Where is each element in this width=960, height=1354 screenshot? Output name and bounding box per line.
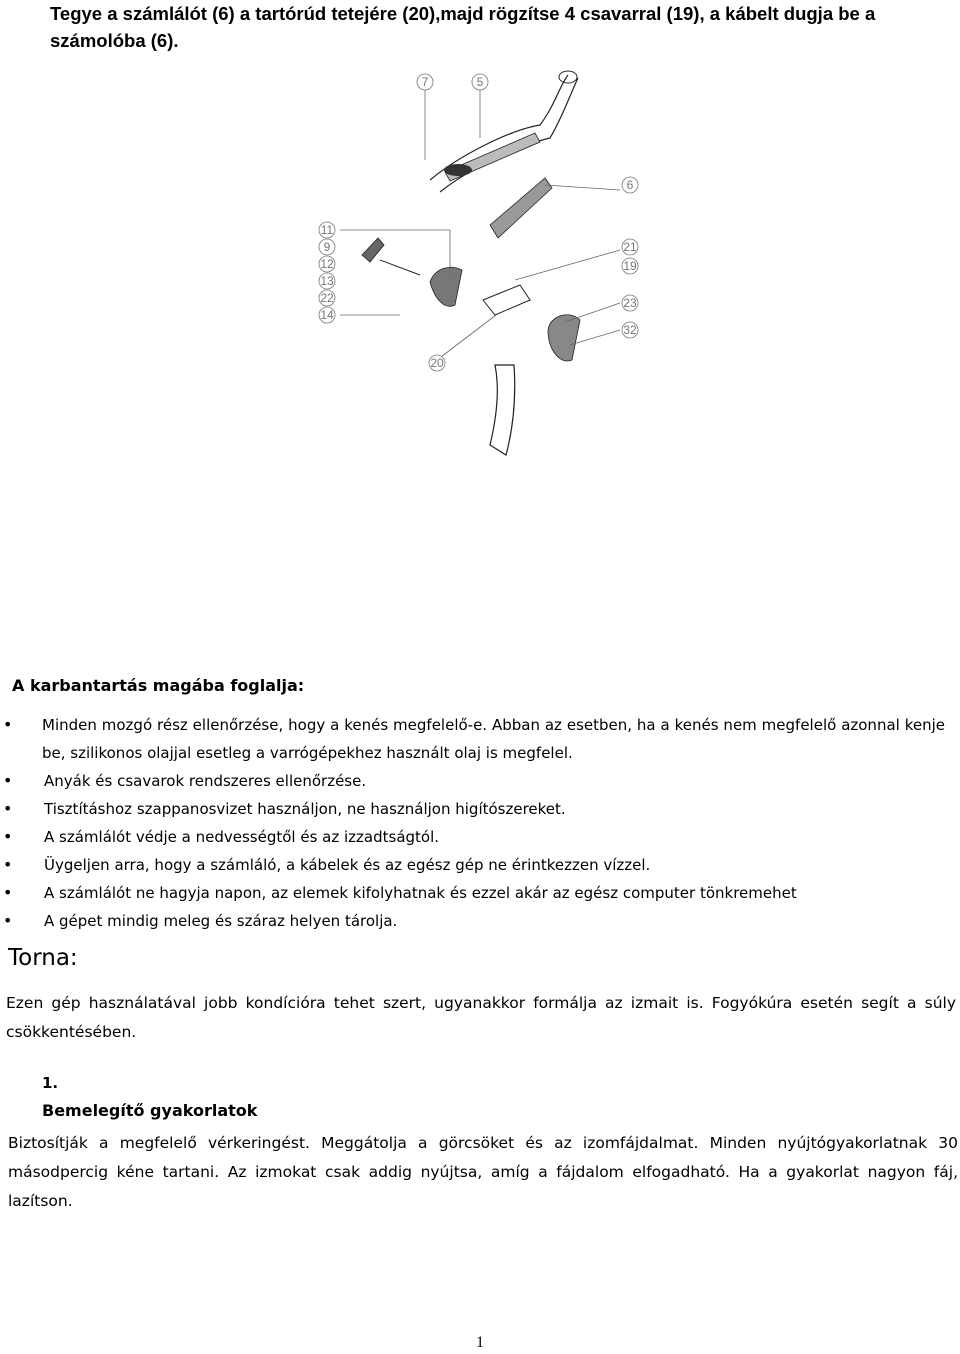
callout-12	[319, 256, 335, 272]
list-item: • Minden mozgó rész ellenőrzése, hogy a kenés megfelelő-e. Abban az esetben, ha a kenés nem megfelelő azonnal kenje be, szilikonos olajjal esetleg a varrógépekhez használt olaj is megfelel.	[0, 711, 945, 767]
callout-13	[319, 273, 335, 289]
console-body	[490, 178, 552, 238]
small-bracket	[362, 238, 384, 262]
callout-9	[319, 239, 335, 255]
list-item: • Üygeljen arra, hogy a számláló, a kábelek és az egész gép ne érintkezzen vízzel.	[0, 851, 945, 879]
diagram-drawing	[300, 60, 660, 470]
page-number: 1	[476, 1334, 484, 1351]
maintenance-list	[0, 711, 945, 935]
svg-text:7: 7	[421, 75, 429, 89]
bracket-cover-front	[430, 267, 462, 306]
mounting-plate	[483, 285, 530, 315]
callouts	[319, 74, 638, 371]
svg-text:32: 32	[623, 323, 637, 337]
list-item: • Anyák és csavarok rendszeres ellenőrzése.	[0, 767, 945, 795]
grip-end-right	[559, 71, 577, 83]
callout-19	[622, 258, 638, 274]
list-item: • A gépet mindig meleg és száraz helyen tárolja.	[0, 907, 945, 935]
svg-text:22: 22	[320, 291, 334, 305]
callout-20	[429, 355, 445, 371]
svg-text:5: 5	[476, 75, 484, 89]
exercise-number: 1.	[42, 1074, 59, 1092]
svg-text:12: 12	[320, 257, 334, 271]
svg-text:6: 6	[626, 178, 634, 192]
exercise-title: Bemelegítő gyakorlatok	[42, 1101, 258, 1120]
svg-text:23: 23	[623, 296, 637, 310]
list-item: • A számlálót védje a nedvességtől és az izzadtságtól.	[0, 823, 945, 851]
grip-end-left	[444, 164, 472, 176]
assembly-instruction: Tegye a számlálót (6) a tartórúd tetejére (20),majd rögzítse 4 csavarral (19), a kábelt dugja be a számolóba (6).	[50, 3, 876, 51]
exploded-assembly-diagram	[300, 60, 660, 470]
post-outline	[490, 365, 515, 455]
svg-text:19: 19	[623, 259, 637, 273]
callout-23	[622, 295, 638, 311]
callout-11	[319, 222, 335, 238]
list-item: • A számlálót ne hagyja napon, az elemek kifolyhatnak és ezzel akár az egész computer tönkremehet	[0, 879, 945, 907]
bracket-cover-rear	[548, 315, 580, 361]
svg-text:21: 21	[623, 240, 637, 254]
svg-text:13: 13	[320, 274, 334, 288]
svg-text:14: 14	[320, 308, 334, 322]
exercise-intro: Ezen gép használatával jobb kondícióra tehet szert, ugyanakkor formálja az izmait is. Fogyókúra esetén segít a súly csökkentésében.	[6, 994, 956, 1041]
svg-text:9: 9	[323, 240, 331, 254]
exercise-heading: Torna:	[8, 945, 78, 971]
svg-text:11: 11	[320, 223, 334, 237]
callout-7	[417, 74, 433, 90]
bolt-line	[380, 260, 420, 275]
callout-22	[319, 290, 335, 306]
callout-5	[472, 74, 488, 90]
callout-14	[319, 307, 335, 323]
exercise-text: Biztosítják a megfelelő vérkeringést. Meggátolja a görcsöket és az izomfájdalmat. Minden nyújtógyakorlatnak 30 másodpercig kéne tartani. Az izmokat csak addig nyújtsa, amíg a fájdalom elfogadható. Ha a gyakorlat nagyon fáj, lazítson.	[8, 1134, 958, 1210]
maintenance-heading: A karbantartás magába foglalja:	[12, 676, 305, 695]
callout-21	[622, 239, 638, 255]
list-item: • Tisztításhoz szappanosvizet használjon, ne használjon higítószereket.	[0, 795, 945, 823]
svg-text:20: 20	[430, 356, 444, 370]
handlebar-outer	[430, 75, 568, 180]
callout-32	[622, 322, 638, 338]
callout-6	[622, 177, 638, 193]
